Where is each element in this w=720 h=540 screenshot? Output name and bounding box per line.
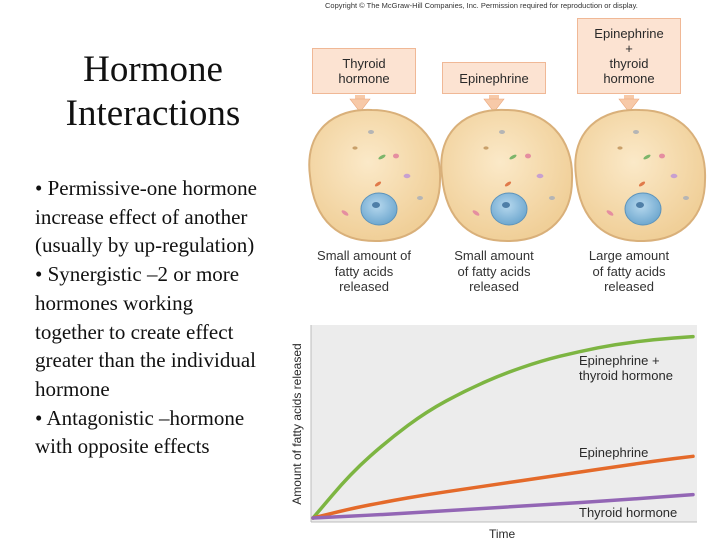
bullet-line: greater than the individual [35,348,257,373]
fat-cell [575,110,705,241]
hormone-box-label: Epinephrine [459,70,529,86]
bullet-line: (usually by up-regulation) [35,233,255,258]
bullet-line: hormone [35,376,110,401]
hormone-box-epinephrine [442,62,546,94]
fat-cell [441,110,572,241]
hormone-box-label: Thyroid hormone [338,56,390,86]
title-line-2: Interactions [65,93,241,134]
title-line-1: Hormone [83,49,223,90]
cell-caption: Small amount of fatty acids released [454,248,534,294]
bullet-line: • Permissive-one hormone [35,176,257,200]
hormone-box-thyroid [312,48,416,94]
series-label-synergy: Epinephrine + thyroid hormone [579,353,673,383]
y-axis-label: Amount of fatty acids released [290,343,304,505]
x-axis-label: Time [489,527,516,540]
hormone-box-combined [577,18,681,94]
copyright-notice: Copyright © The McGraw-Hill Companies, Inc. Permission required for reproduction or display. [325,1,638,10]
bullet-line: increase effect of another [35,204,248,229]
bullet-line: with opposite effects [35,434,210,459]
bullet-line: together to create effect [35,319,234,344]
series-label-thyroid: Thyroid hormone [579,505,678,520]
cell-caption: Large amount of fatty acids released [588,248,670,294]
bullet-line: • Antagonistic –hormone [35,405,245,430]
series-label-epinephrine: Epinephrine [579,445,649,460]
cell-caption: Small amount of fatty acids released [317,248,411,294]
bullet-line: • Synergistic –2 or more [35,262,240,287]
bullet-line: hormones working [35,290,194,315]
fat-cell [309,110,440,241]
hormone-box-label: Epinephrine + thyroid hormone [594,26,664,86]
